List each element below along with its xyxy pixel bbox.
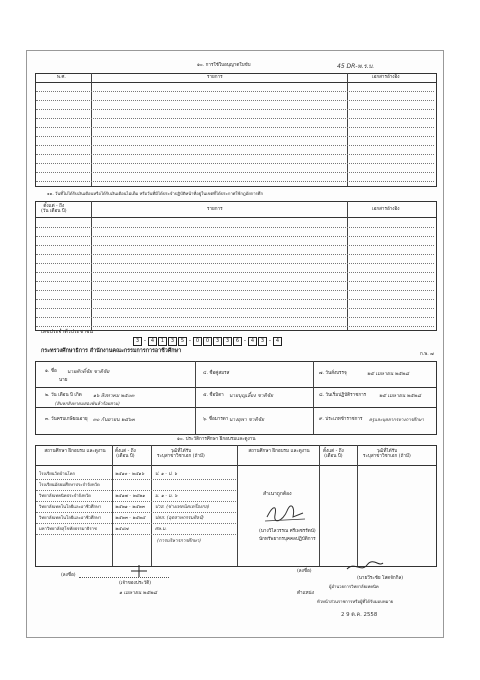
startdate-label: ๗. วันสั่งบรรจุ [319, 371, 347, 376]
name-value: นายศักดิ์ชัย ชาติชัย [67, 369, 110, 375]
section-10-header-line [35, 82, 436, 83]
edu-row-rule [36, 534, 236, 535]
id-separator: - [188, 337, 192, 344]
type-label: ๙. ประเภทข้าราชการ [319, 417, 363, 422]
edu-header-2: ตั้งแต่ - ถึง (เดือน ปี) [115, 449, 136, 459]
mother-value: นางยุพา ชาติชัย [229, 417, 265, 423]
section-11-rule-0 [36, 227, 434, 228]
section-11-rule-2 [36, 245, 434, 246]
edu-row-rule [36, 490, 236, 491]
type-value: ครูและบุคลากรทางการศึกษา [369, 418, 424, 423]
section-10-rule-9 [36, 172, 434, 173]
edu-row-0-col-0: โรงเรียนวัดบ้านโคก [39, 471, 76, 476]
section-10-header-ref: เอกสารอ้างอิง [372, 75, 400, 80]
section-10-rule-0 [36, 91, 434, 92]
top-right-note: 45 DR-พ.ร.บ. [337, 63, 375, 70]
edu-row-2-col-2: ม. ๑ - ม. ๖ [155, 494, 178, 499]
section-11-table [35, 201, 437, 331]
id-digit-box: 5 [178, 337, 187, 346]
id-separator: - [268, 337, 272, 344]
id-digit-box: 4 [248, 337, 257, 346]
section-11-header-item: รายการ [207, 207, 223, 212]
ministry-title: กระทรวงศึกษาธิการ สำนักงานคณะกรรมการการอาชีวศึกษา [41, 348, 182, 354]
id-separator: - [243, 337, 247, 344]
mother-label: ๖. ชื่อมารดา [203, 417, 229, 422]
id-digit-box: 4 [148, 337, 157, 346]
education-col-line-1 [112, 445, 113, 566]
edu-row-5-col-2: ศษ.ม. [155, 527, 167, 532]
edu-header-6: วุฒิที่ได้รับ ระบุสาขาวิชาเอก (ถ้ามี) [363, 449, 411, 459]
section-10-rule-6 [36, 145, 434, 146]
id-number [133, 327, 283, 346]
dob-label: ๒. วัน เดือน ปี เกิด [45, 393, 82, 398]
section-11-header-line [35, 217, 436, 218]
stamp-position: นักทรัพยากรบุคคลปฏิบัติการ [259, 537, 316, 542]
edu-header-3: วุฒิที่ได้รับ ระบุสาขาวิชาเอก (ถ้ามี) [157, 449, 205, 459]
edu-row-rule [36, 512, 236, 513]
personal-col-line-1 [195, 361, 196, 434]
section-11-header-date: ตั้งแต่ - ถึง (วัน เดือน ปี) [41, 204, 67, 214]
certified-copy-stamp: สำเนาถูกต้อง [263, 491, 292, 497]
section-10-rule-5 [36, 136, 434, 137]
personal-row-line-1 [35, 387, 436, 388]
id-digit-box: 3 [133, 337, 142, 346]
section-11-rule-5 [36, 272, 434, 273]
edu-row-rule [36, 479, 236, 480]
section-10-col-line-1 [91, 73, 92, 186]
edu-row-2-col-0: วิทยาลัยเทคนิคประจำจังหวัด [39, 493, 91, 498]
section-11-rule-1 [36, 236, 434, 237]
education-title: ๑๐. ประวัติการศึกษา ฝึกอบรมและดูงาน [177, 437, 256, 442]
edu-row-rule [36, 523, 236, 524]
section-11-title: ๑๑. วันที่ไม่ได้รับเงินเดือนหรือได้รับเงินเดือนไม่เต็ม หรือวันที่มิได้ประจำปฏิบัติหน้าที่อยู่ในเขตที่ได้ประกาศใช้กฎอัยการศึก [47, 191, 263, 196]
edu-row-3-col-2: ปวส. (ช่างเทคนิคเครื่องกล) [155, 505, 210, 510]
edu-row-4-col-2: ปทส. (อุตสาหกรรมศิลป์) [155, 516, 204, 521]
id-digit-box: 3 [168, 337, 177, 346]
director-name: (นายวีระชัย โสดจักกิล) [357, 576, 404, 581]
section-10-title: ๑๐. การใช้ใบอนุญาตใบขับ [197, 63, 251, 68]
edu-header-4: สถานศึกษา ฝึกอบรม และดูงาน [248, 449, 310, 454]
director-date: 2 9 ต.ค. 2558 [341, 612, 378, 618]
edu-row-3-col-0: วิทยาลัยเทคโนโลยีและอาชีวศึกษา [39, 504, 102, 509]
owner-sign-label: (ลงชื่อ) [61, 573, 76, 578]
section-10-header-item: รายการ [207, 75, 223, 80]
workdate-label: ๘. วันเริ่มปฏิบัติราชการ [319, 393, 367, 398]
edu-row-3-col-1: ๒๕๒๑ - ๒๕๒๓ [115, 505, 145, 510]
director-sign-label: (ลงชื่อ) [297, 569, 312, 574]
director-role-label: ตำแหน่ง [297, 591, 314, 596]
section-11-col-line-1 [91, 201, 92, 330]
id-digit-box: 1 [158, 337, 167, 346]
director-signature [345, 559, 385, 575]
section-10-rule-3 [36, 118, 434, 119]
section-10-rule-7 [36, 154, 434, 155]
id-digit-box: 3 [223, 337, 232, 346]
education-col-line-5 [357, 445, 358, 566]
section-10-rule-1 [36, 100, 434, 101]
owner-caption: (เจ้าของประวัติ) [119, 581, 151, 586]
education-col-line-2 [151, 445, 152, 566]
education-col-line-3 [237, 445, 238, 566]
section-10-header-year: พ.ศ. [57, 75, 66, 80]
name-label: ๑. ชื่อ [45, 369, 57, 374]
edu-header-5: ตั้งแต่ - ถึง (เดือน ปี) [323, 449, 344, 459]
title-value: นาย [59, 378, 68, 383]
id-digit-box: 3 [213, 337, 222, 346]
father-value: นายบุญเลี้ยง ชาติชัย [229, 393, 274, 399]
edu-row-5-col-0: มหาวิทยาลัยสุโขทัยธรรมาธิราช [39, 526, 97, 531]
director-note: หัวหน้าส่วนราชการหรือผู้ที่ได้รับมอบหมาย [317, 599, 394, 604]
education-col-line-4 [319, 445, 320, 566]
dob-words: (สิบหกสิงหาคมสองพันห้าร้อยสาม) [55, 402, 120, 407]
edu-row-0-col-1: ๒๕๑๐ - ๒๕๑๖ [115, 472, 145, 477]
edu-row-1-col-0: โรงเรียนมัธยมศึกษาประจำจังหวัด [39, 482, 100, 487]
section-11-rule-4 [36, 263, 434, 264]
section-10-col-line-2 [347, 73, 348, 186]
personal-col-line-2 [313, 361, 314, 434]
edu-row-5-col-1: ๒๕๔๗ [115, 527, 129, 532]
owner-date: ๑ เมษายน ๒๕๒๘ [119, 590, 158, 596]
id-digit-box: 0 [203, 337, 212, 346]
section-10-rule-10 [36, 181, 434, 182]
section-11-rule-9 [36, 308, 434, 309]
edu-row-4-col-0: วิทยาลัยเทคโนโลยีและอาชีวศึกษา [39, 515, 102, 520]
section-10-rule-4 [36, 127, 434, 128]
father-label: ๕. ชื่อบิดา [203, 393, 224, 398]
id-digit-box: 0 [193, 337, 202, 346]
workdate-value: ๒๕ เมษายน ๒๕๒๘ [379, 393, 421, 399]
section-10-rule-8 [36, 163, 434, 164]
section-11-col-line-2 [347, 201, 348, 330]
retire-label: ๓. วันครบเกษียณอายุ [45, 417, 88, 422]
dob-value: ๑๖ สิงหาคม ๒๕๐๓ [93, 393, 135, 399]
id-label: เลขประจำตัวประชาชน [41, 329, 93, 335]
edu-row-extra: (การบริหารการศึกษา) [157, 539, 202, 544]
edu-row-rule [36, 501, 236, 502]
signature-stamp [263, 503, 307, 525]
section-11-rule-10 [36, 317, 434, 318]
record-sheet [26, 50, 444, 638]
id-digit-box: 4 [273, 337, 282, 346]
id-digit-box: 3 [258, 337, 267, 346]
stamp-name: (นางวิไลวรรณ ศรีเพชรรัตน์) [259, 529, 316, 534]
section-10-rule-2 [36, 109, 434, 110]
section-11-rule-7 [36, 290, 434, 291]
edu-row-4-col-1: ๒๕๒๓ - ๒๕๒๕ [115, 516, 146, 521]
education-header-line [35, 465, 436, 466]
section-11-header-ref: เอกสารอ้างอิง [372, 207, 400, 212]
owner-signature [127, 563, 151, 583]
edu-row-2-col-1: ๒๕๑๗ - ๒๕๒๑ [115, 494, 145, 499]
personal-row-line-2 [35, 407, 436, 408]
startdate-value: ๒๕ เมษายน ๒๕๒๘ [367, 371, 409, 377]
id-digit-box: 6 [233, 337, 242, 346]
spouse-label: ๔. ชื่อคู่สมรส [203, 371, 230, 376]
owner-sign-line [79, 577, 169, 578]
section-11-rule-6 [36, 281, 434, 282]
edu-header-1: สถานศึกษา ฝึกอบรม และดูงาน [44, 449, 106, 454]
section-11-rule-8 [36, 299, 434, 300]
director-position: ผู้อำนวยการวิทยาลัยเทคนิค [329, 584, 379, 589]
edu-row-0-col-2: ป. ๑ - ป. ๖ [155, 472, 178, 477]
id-separator: - [143, 337, 147, 344]
form-code: ก.พ. ๗ [420, 352, 434, 357]
retire-value: ๓๐ กันยายน ๒๕๖๓ [93, 417, 135, 423]
section-11-rule-3 [36, 254, 434, 255]
